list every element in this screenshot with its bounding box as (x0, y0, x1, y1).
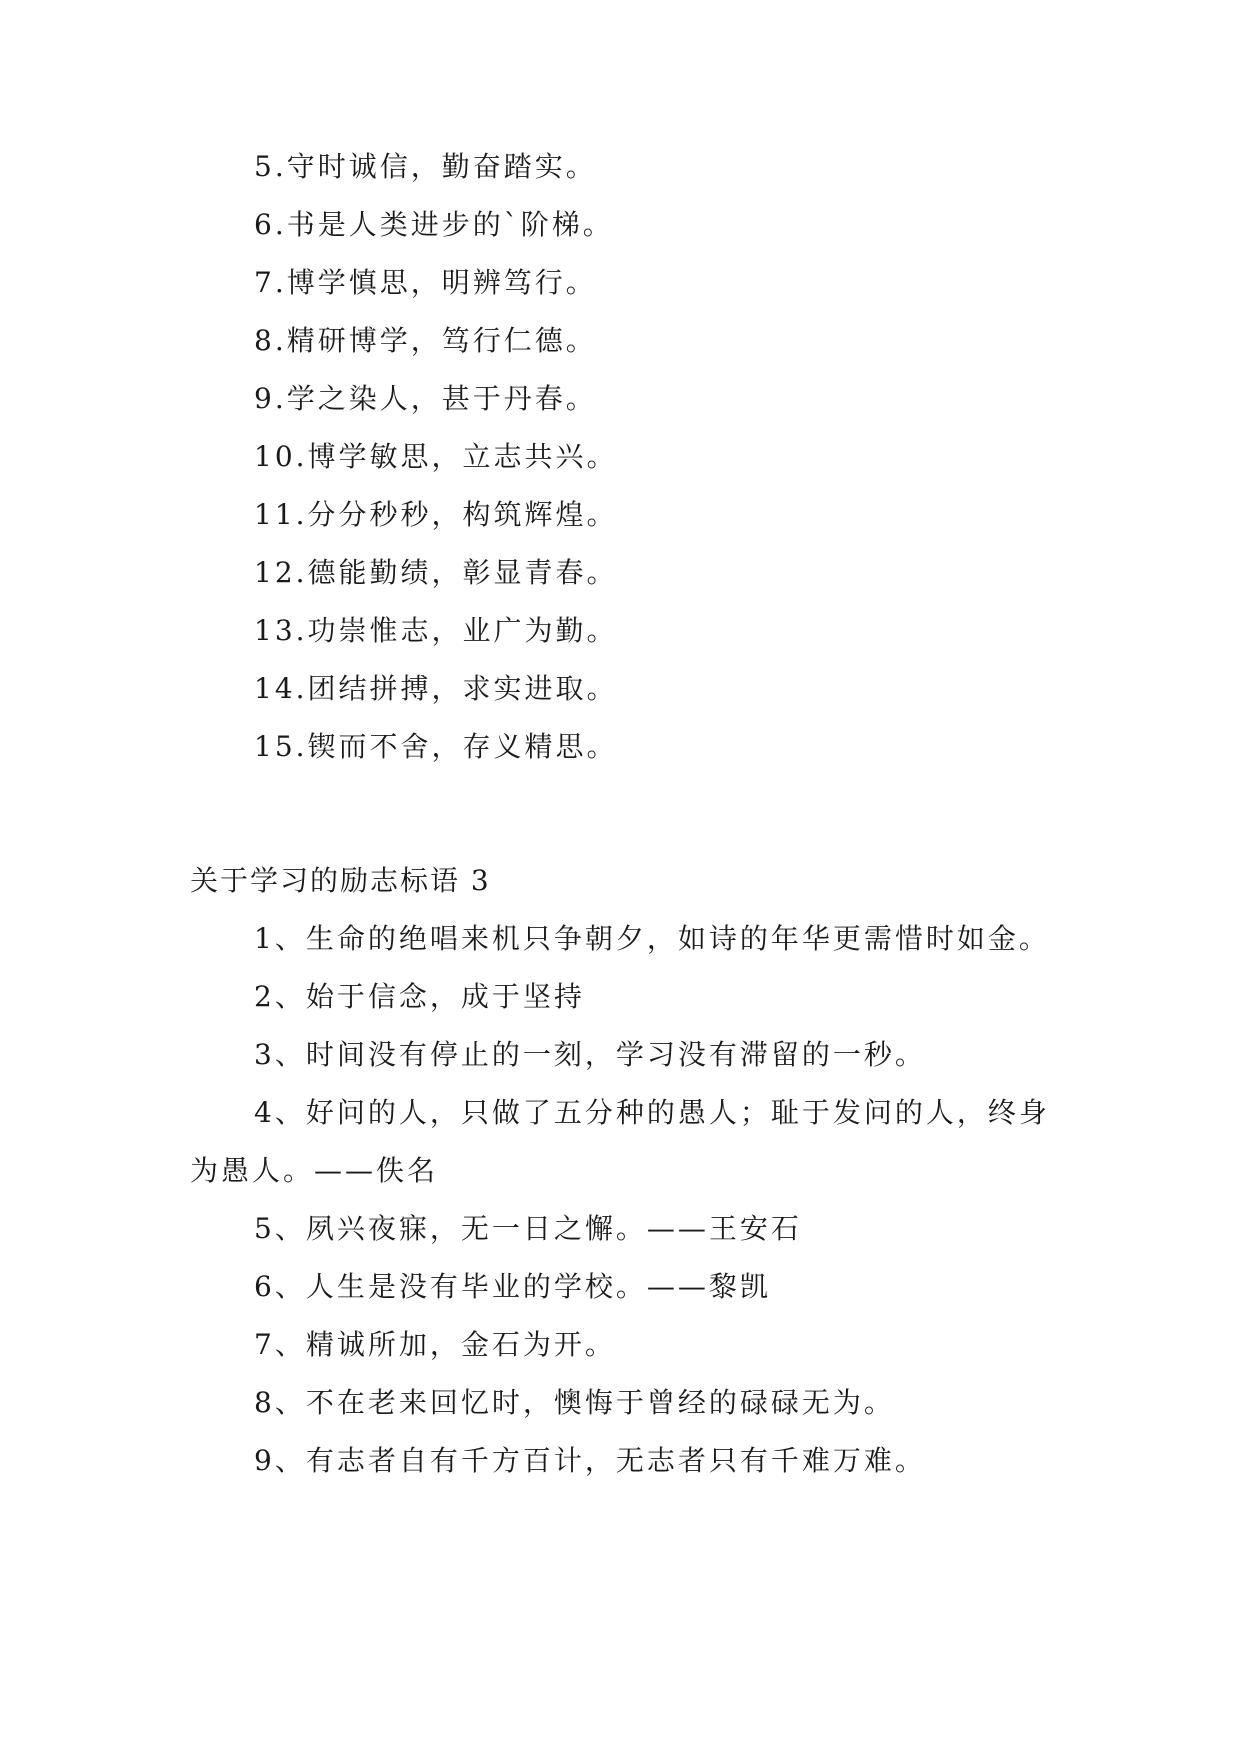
list-item: 8.精研博学，笃行仁德。 (254, 324, 597, 357)
list-item: 14.团结拼搏，求实进取。 (254, 672, 618, 705)
list-item: 5、夙兴夜寐，无一日之懈。——王安石 (254, 1212, 802, 1245)
list-item: 3、时间没有停止的一刻，学习没有滞留的一秒。 (254, 1038, 926, 1071)
list-item: 11.分分秒秒，构筑辉煌。 (254, 498, 618, 531)
list-item: 1、生命的绝唱来机只争朝夕，如诗的年华更需惜时如金。 (254, 922, 1050, 955)
list-item: 5.守时诚信，勤奋踏实。 (254, 150, 597, 183)
list-item: 4、好问的人，只做了五分种的愚人；耻于发问的人，终身为愚人。——佚名 (190, 1096, 1050, 1187)
list-item: 6.书是人类进步的`阶梯。 (254, 208, 614, 241)
list-item: 7.博学慎思，明辨笃行。 (254, 266, 597, 299)
list-item: 13.功崇惟志，业广为勤。 (254, 614, 618, 647)
section-3 (190, 852, 1060, 1490)
list-item: 9.学之染人，甚于丹春。 (254, 382, 597, 415)
list-item: 15.锲而不舍，存义精思。 (254, 730, 618, 763)
list-item: 2、始于信念，成于坚持 (254, 980, 585, 1013)
list-item: 10.博学敏思，立志共兴。 (254, 440, 618, 473)
list-item: 8、不在老来回忆时，懊悔于曾经的碌碌无为。 (254, 1386, 895, 1419)
list-item: 9、有志者自有千方百计，无志者只有千难万难。 (254, 1444, 926, 1477)
list-item: 6、人生是没有毕业的学校。——黎凯 (254, 1270, 771, 1303)
slogan-list-top (190, 138, 1060, 776)
section-heading: 关于学习的励志标语 3 (190, 864, 491, 897)
list-item: 7、精诚所加，金石为开。 (254, 1328, 616, 1361)
list-item: 12.德能勤绩，彰显青春。 (254, 556, 618, 589)
